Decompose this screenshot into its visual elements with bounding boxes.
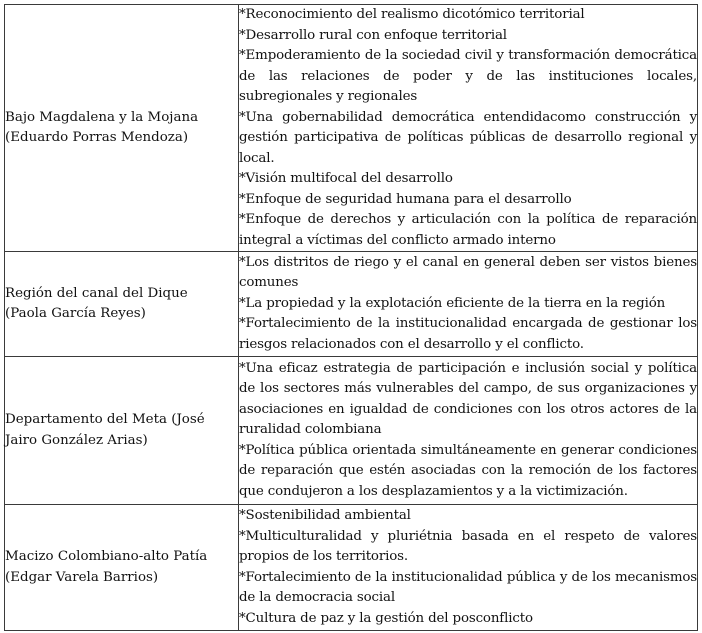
region-name: Bajo Magdalena y la Mojana: [5, 109, 199, 125]
region-name: Región del canal del Dique: [5, 285, 188, 301]
point-item: *Sostenibilidad ambiental: [239, 508, 411, 523]
region-cell: [5, 5, 239, 252]
point-item: *Los distritos de riego y el canal en general deben ser vistos bienes comunes: [239, 254, 697, 291]
point-item: *Desarrollo rural con enfoque territorial: [239, 27, 507, 43]
point-item: *Una gobernabilidad democrática entendidacomo construcción y gestión participativa de políticas públicas de desarrollo regional y local.: [239, 109, 697, 166]
points-cell: [239, 505, 698, 631]
point-item: *Multiculturalidad y pluriétnia basada en el respeto de valores propios de los territorios.: [239, 528, 697, 564]
point-item: *La propiedad y la explotación eficiente de la tierra en la región: [239, 295, 666, 311]
point-item: *Cultura de paz y la gestión del posconflicto: [239, 610, 533, 626]
region-name: Departamento del Meta (José: [5, 412, 205, 427]
points-cell: [239, 357, 698, 505]
point-item: *Empoderamiento de la sociedad civil y transformación democrática de las relaciones de poder y de las instituciones locales, subregionales y regionales: [239, 48, 697, 104]
region-name: Macizo Colombiano-alto Patía: [5, 549, 208, 564]
region-author: (Eduardo Porras Mendoza): [5, 130, 189, 145]
region-cell: [5, 252, 239, 357]
region-cell: [5, 505, 239, 631]
point-item: *Fortalecimiento de la institucionalidad encargada de gestionar los riesgos relacionados con el desarrollo y el conflicto.: [239, 316, 697, 352]
table-row: [5, 357, 698, 505]
point-item: *Enfoque de seguridad humana para el desarrollo: [239, 191, 572, 207]
table-row: [5, 252, 698, 357]
region-cell: [5, 357, 239, 505]
point-item: *Una eficaz estrategia de participación e inclusión social y política de los sectores más vulnerables del campo, de sus organizaciones y asociaciones en igualdad de condiciones con los otros actores de la ruralidad colombiana: [239, 360, 697, 438]
table-row: [5, 505, 698, 631]
points-cell: [239, 5, 698, 252]
point-item: *Política pública orientada simultáneamente en generar condiciones de reparación que estén asociadas con la remoción de los factores que condujeron a los desplazamientos y a la victimización.: [239, 442, 697, 499]
region-author: (Paola García Reyes): [5, 306, 146, 321]
point-item: *Fortalecimiento de la institucionalidad pública y de los mecanismos de la democracia social: [239, 569, 697, 605]
region-author: Jairo González Arias): [5, 432, 148, 448]
point-item: *Enfoque de derechos y articulación con la política de reparación integral a víctimas del conflicto armado interno: [239, 212, 697, 248]
regions-table: [4, 4, 698, 631]
points-cell: [239, 252, 698, 357]
point-item: *Visión multifocal del desarrollo: [239, 171, 453, 186]
region-author: (Edgar Varela Barrios): [5, 569, 159, 585]
table-row: [5, 5, 698, 252]
point-item: *Reconocimiento del realismo dicotómico territorial: [239, 7, 585, 22]
